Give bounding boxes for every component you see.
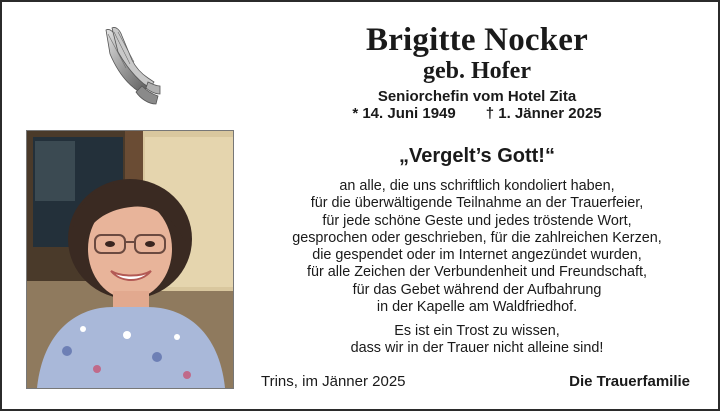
body-line: an alle, die uns schriftlich kondoliert haben, [339,178,615,194]
place-date: Trins, im Jänner 2025 [261,373,406,390]
body-line: für die überwältigende Teilnahme an der Trauerfeier, [310,195,644,212]
body-line: für das Gebet während der Aufbahrung [352,281,602,298]
deceased-name: Brigitte Nocker [366,22,588,58]
thanks-body [262,178,692,316]
body-line: gesprochen oder geschrieben, für die zahlreichen Kerzen, [292,229,662,246]
closing-line: dass wir in der Trauer nicht alleine sind! [350,340,604,357]
birth-date: * 14. Juni 1949 [352,105,456,122]
body-line: die gespendet oder im Internet angezündet wurden, [312,247,642,264]
body-line: für alle Zeichen der Verbundenheit und Freundschaft, [307,264,647,281]
maiden-name: geb. Hofer [423,58,531,84]
body-line: für jede schöne Geste und jedes tröstende Wort, [322,212,632,229]
signature: Die Trauerfamilie [569,373,690,390]
death-date: † 1. Jänner 2025 [485,105,602,122]
closing-text [262,323,692,358]
portrait-illustration [27,131,233,388]
portrait-photo [26,130,234,389]
role-line: Seniorchefin vom Hotel Zita [377,88,577,105]
praying-hands-icon [98,24,162,108]
thanks-heading: „Vergelt’s Gott!“ [399,145,555,167]
closing-line: Es ist ein Trost zu wissen, [394,323,560,339]
life-dates [262,105,692,122]
body-line: in der Kapelle am Waldfriedhof. [376,299,578,316]
